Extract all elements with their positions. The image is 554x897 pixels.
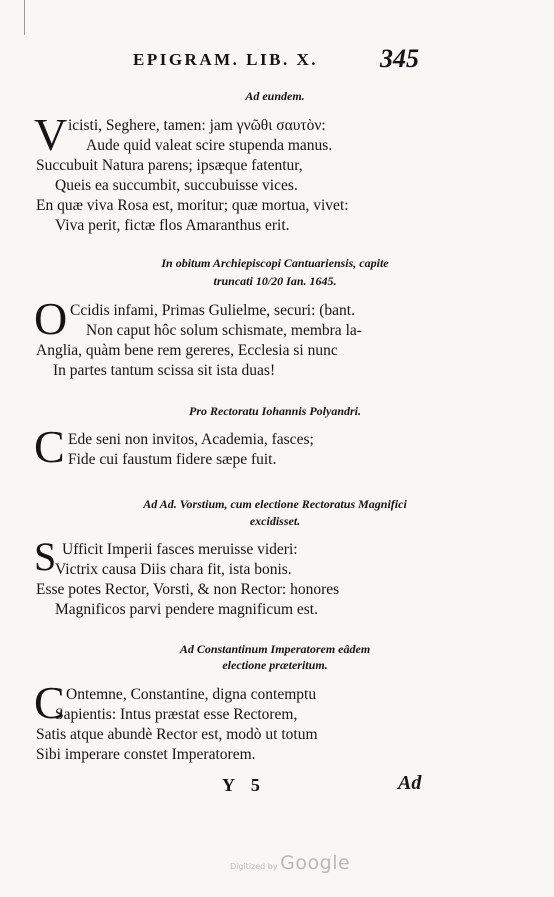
poem-4-heading: Ad Ad. Vorstium, cum electione Rectoratus Magnifici [143, 497, 407, 511]
poem-1-dropcap: V [34, 109, 68, 160]
poem-4-dropcap: S [34, 534, 57, 579]
poem-1-line-1: icisti, Seghere, tamen: jam γνῶθι σαυτὸν: [68, 117, 326, 134]
poem-4-line-1: Ufficit Imperii fasces meruisse videri: [62, 541, 298, 558]
poem-5-line-1: Ontemne, Constantine, digna contemptu [66, 686, 317, 703]
poem-3-line-1: Ede seni non invitos, Academia, fasces; [68, 431, 314, 448]
poem-5-heading-line-2: electione præteritum. [222, 658, 328, 672]
poem-3-line-2: Fide cui faustum fidere sæpe fuit. [68, 451, 277, 468]
poem-1-heading: Ad eundem. [245, 89, 305, 103]
watermark-small-text: Digitized by [230, 862, 278, 871]
poem-1-line-2: Aude quid valeat scire stupenda manus. [86, 137, 333, 154]
poem-4-line-3: Esse potes Rector, Vorsti, & non Rector: honores [36, 581, 340, 598]
poem-4-line-4: Magnificos parvi pendere magnificum est. [55, 601, 318, 618]
poem-2-dropcap: O [34, 293, 68, 344]
signature-mark: Y 5 [222, 775, 266, 795]
poem-2-heading-line-2: truncati 10/20 Ian. 1645. [213, 274, 337, 288]
digitized-watermark [230, 852, 350, 874]
poem-5-line-3: Satis atque abundè Rector est, modò ut totum [36, 726, 318, 743]
poem-2-line-1: Ccidis infami, Primas Gulielme, securi: (bant. [70, 302, 355, 319]
poem-4-heading-line-2: excidisset. [249, 514, 301, 528]
watermark-logo-text: Google [280, 852, 351, 874]
poem-3-heading: Pro Rectoratu Iohannis Polyandri. [188, 404, 362, 418]
poem-5-heading: Ad Constantinum Imperatorem eâdem [179, 642, 371, 656]
poem-5-dropcap: C [34, 677, 65, 728]
poem-2-line-3: Anglia, quàm bene rem gereres, Ecclesia si nunc [36, 342, 338, 359]
top-edge-mark [24, 0, 25, 35]
poem-1-line-3: Succubuit Natura parens; ipsæque fatentur, [36, 157, 303, 174]
catchword: Ad [398, 772, 422, 794]
poem-5-line-2: Sapientis: Intus præstat esse Rectorem, [55, 706, 298, 723]
poem-2-line-4: In partes tantum scissa sit ista duas! [53, 362, 276, 379]
page-number: 345 [380, 44, 419, 73]
poem-3-dropcap: C [34, 421, 65, 472]
poem-2-heading: In obitum Archiepiscopi Cantuariensis, capite [161, 256, 389, 270]
running-title: EPIGRAM. LIB. X. [133, 50, 318, 69]
poem-1-line-6: Viva perit, fictæ flos Amaranthus erit. [55, 217, 290, 234]
poem-1-line-5: En quæ viva Rosa est, moritur; quæ mortua, vivet: [36, 197, 349, 214]
poem-4-line-2: Victrix causa Diis chara fit, ista bonis. [55, 561, 292, 578]
poem-1-line-4: Queis ea succumbit, succubuisse vices. [55, 177, 298, 194]
poem-2-line-2: Non caput hôc solum schismate, membra la- [86, 322, 362, 339]
poem-5-line-4: Sibi imperare constet Imperatorem. [36, 746, 256, 763]
